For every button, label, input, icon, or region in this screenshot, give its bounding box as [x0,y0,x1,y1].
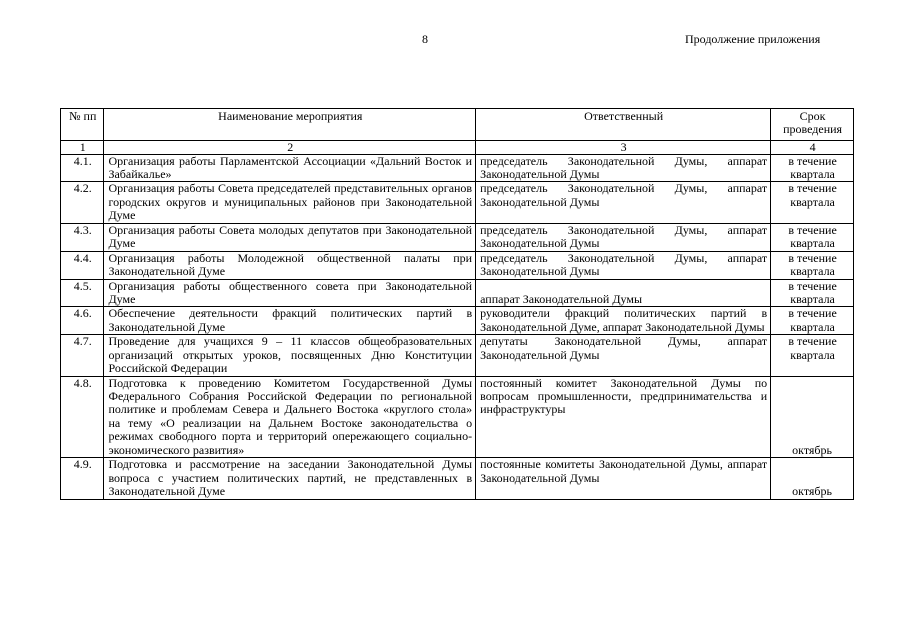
header-responsible: Ответственный [476,109,771,141]
event-responsible: председатель Законодательной Думы, аппарат Законодательной Думы [476,154,771,182]
events-table [60,108,854,500]
table-row [61,335,854,376]
event-name: Организация работы Совета председателей представительных органов городских округов и муниципальных районов при Законодательной Думе [104,182,476,223]
column-number: 3 [476,141,771,155]
event-responsible: руководители фракций политических партий в Законодательной Думе, аппарат Законодательной Думы [476,307,771,335]
header-num: № пп [61,109,104,141]
event-term: в течение квартала [771,335,854,376]
event-term: в течение квартала [771,251,854,279]
event-term: в течение квартала [771,223,854,251]
event-term: в течение квартала [771,182,854,223]
row-number: 4.6. [61,307,104,335]
row-number: 4.4. [61,251,104,279]
table-row [61,223,854,251]
event-name: Подготовка к проведению Комитетом Государственной Думы Федерального Собрания Российской Федерации по региональной политике и проблемам Севера и Дальнего Востока «круглого стола» на тему «О реализации на Дальнем Востоке законодательства о режимах свободного порта и территорий опережающего социально-экономического развития» [104,376,476,458]
table-row [61,307,854,335]
event-name: Организация работы Молодежной общественной палаты при Законодательной Думе [104,251,476,279]
column-number: 1 [61,141,104,155]
event-term: в течение квартала [771,154,854,182]
row-number: 4.7. [61,335,104,376]
row-number: 4.8. [61,376,104,458]
header-term: Срок проведения [771,109,854,141]
event-term: в течение квартала [771,307,854,335]
event-responsible [476,279,771,307]
row-number: 4.2. [61,182,104,223]
column-number-row [61,141,854,155]
event-term: октябрь [792,442,832,457]
event-responsible: постоянный комитет Законодательной Думы по вопросам промышленности, предпринимательства и инфраструктуры [476,376,771,458]
column-number: 2 [104,141,476,155]
event-term: октябрь [792,484,832,499]
event-responsible: председатель Законодательной Думы, аппарат Законодательной Думы [476,182,771,223]
continuation-note: Продолжение приложения [685,32,821,46]
event-term: в течение квартала [771,279,854,307]
row-number: 4.5. [61,279,104,307]
row-number: 4.1. [61,154,104,182]
table-row [61,251,854,279]
event-name: Проведение для учащихся 9 – 11 классов общеобразовательных организаций открытых уроков, посвященных Дню Конституции Российской Федерации [104,335,476,376]
table-row [61,376,854,458]
event-responsible: председатель Законодательной Думы, аппарат Законодательной Думы [476,223,771,251]
event-name: Организация работы Парламентской Ассоциации «Дальний Восток и Забайкалье» [104,154,476,182]
event-term-cell [771,376,854,458]
table-row [61,182,854,223]
event-responsible: депутаты Законодательной Думы, аппарат Законодательной Думы [476,335,771,376]
row-number: 4.9. [61,458,104,499]
event-name: Организация работы Совета молодых депутатов при Законодательной Думе [104,223,476,251]
event-responsible: председатель Законодательной Думы, аппарат Законодательной Думы [476,251,771,279]
event-name: Обеспечение деятельности фракций политических партий в Законодательной Думе [104,307,476,335]
header-name: Наименование мероприятия [104,109,476,141]
page-number: 8 [422,32,428,46]
table-row [61,458,854,499]
event-name: Подготовка и рассмотрение на заседании Законодательной Думы вопроса с участием политических партий, не представленных в Законодательной Думе [104,458,476,499]
table-row [61,279,854,307]
column-number: 4 [771,141,854,155]
row-number: 4.3. [61,223,104,251]
table-row [61,154,854,182]
table-header-row [61,109,854,141]
event-name: Организация работы общественного совета при Законодательной Думе [104,279,476,307]
event-term-cell [771,458,854,499]
event-responsible-text: аппарат Законодательной Думы [480,291,643,306]
event-responsible: постоянные комитеты Законодательной Думы, аппарат Законодательной Думы [476,458,771,499]
